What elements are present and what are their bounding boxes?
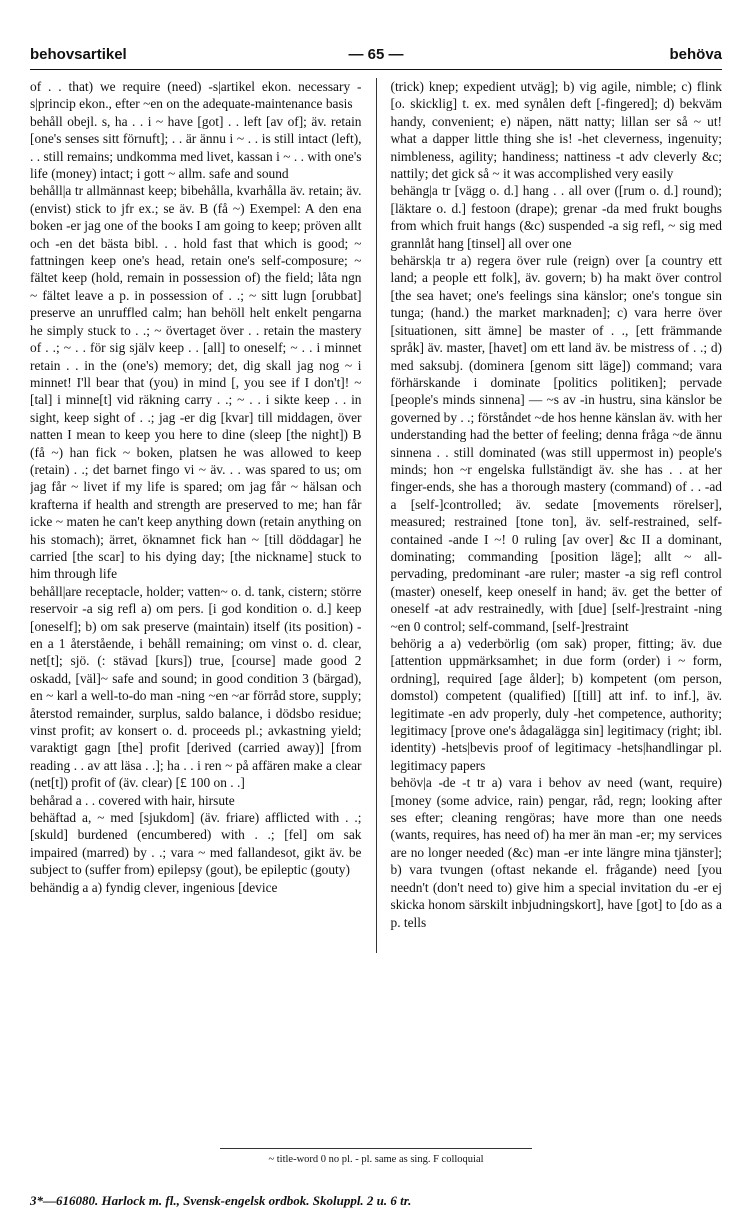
entry: behåll|are receptacle, holder; vatten~ o. d. tank, cistern; större reservoir -a sig refl a) om pers. [i god kondition o. d.] keep [oneself]; b) om sak preserve (maintain) itself (its position) -en a 1 återstående, i behåll remaining; om vinst o. d. clear, net[t]; sjö. (: stävad [kurs]) true, [course] made good 2 oskadd, [väl]~ safe and sound; in good condition 3 (bärgad), en ~ karl a well-to-do man -ning ~en ~ar förråd store, supply; återstod remainder, surplus, saldo balance, i dödsbo residue; vinst profit; av konsert o. d. proceeds pl.; avkastning yield; varaktigt gagn [the] profit [derived (carried away)] [from reading . . av att läsa . .]; ha . . i ren ~ på affären make a clear (net[t]) profit of (äv. clear) [£ 100 on . .] — [30, 583, 362, 791]
entry: behändig a a) fyndig clever, ingenious [device — [30, 879, 278, 895]
header-rule — [30, 69, 722, 70]
page-header — [30, 28, 722, 62]
entry: behöv|a -de -t tr a) vara i behov av need (want, require) [money (some advice, rain) pengar, råd, regn; looking after ses efter; cleaning rengöras; have more than one needs (wants, requires, has need of) ha mer än man -er; my services are no longer needed (&c) man -er inte längre mina tjänster]; b) vara tvungen (oftast nekande el. frågande) need [you needn't (don't need to) give him a special invitation du -er ej skicka honom särskilt inbjudningskort], have [got] to [do as a p. tells — [390, 775, 722, 930]
left-guideword: behovsartikel — [30, 46, 127, 63]
entry: behåll|a tr allmännast keep; bibehålla, kvarhålla äv. retain; äv. (envist) stick to jfr ex.; se äv. B (få ~) Exempel: A den ena boken -er jag one of the books I am going to keep; pröven allt och -en det bästa bibl. . . hold fast that which is good; ~ fattningen keep one's head, retain one's self-composure; ~ fältet keep (hold, remain in possession of) the field; låta ngn ~ fältet leave a p. in possession of . .; ~ sitt lugn [orubbat] preserve an unruffled calm; han behöll helt enkelt pengarna he simply stuck to . .; ~ övertaget över . . retain the mastery of . .; ~ . . för sig själv keep . . [all] to oneself; ~ . . i minnet retain . . in the (one's) memory; det, dig skall jag nog ~ i minnet! I'll bear that (you) in mind [, you see if I don't]! ~ [tal] i minne[t] vid räkning carry . .; ~ . . i sikte keep . . in sight, keep sight of . .; jag -er dig [kvar] till middagen, över natten I mean to keep you here to dine (sleep [the night]) B (få ~) han fick ~ boken, platsen he was allowed to keep (retain) . .; det barnet fingo vi ~ äv. . . was spared to us; om jag får ~ livet if my life is spared; om jag får ~ hälsan och krafterna if health and strength are preserved to me; han får icke ~ maten he can't keep anything down (retain anything on his stomach); ärret, öknamnet fick han ~ [till döddagar] he carried [the scar] to his dying day; [the nickname] stuck to him through life — [30, 183, 362, 582]
entry: behäftad a, ~ med [sjukdom] (äv. friare) afflicted with . .; [skuld] burdened (encumbered) with . .; [fel] om sak impaired (marred) by . .; vara ~ med fallandesot, gikt äv. be subject to (suffer from) epilepsy (gout), be epileptic (gouty) — [30, 810, 362, 878]
dictionary-columns — [30, 78, 722, 953]
right-column — [391, 78, 723, 953]
entry: behåll obejl. s, ha . . i ~ have [got] . . left [av of]; äv. retain [one's senses sitt förnuft]; . . är ännu i ~ . . is still intact (left), . . still remains; undkomma med livet, kassan i ~ . . with one's life (money) intact; i gott ~ allm. safe and sound — [30, 113, 362, 182]
footer-rule — [220, 1148, 532, 1149]
right-guideword: behöva — [669, 46, 722, 63]
left-column — [30, 78, 362, 953]
entry: of . . that) we require (need) -s|artikel ekon. necessary -s|princip ekon., efter ~en on the adequate-maintenance basis — [30, 79, 362, 112]
entry: behärsk|a tr a) regera över rule (reign) over [a country ett land; a people ett folk], äv. govern; b) ha makt över control [the sea havet; one's feelings sina känslor; one's tongue sin tunga; (hand.) the market marknaden]; c) vara herre över [situationen, sitt ämne] be master of . ., [ett främmande språk] äv. master, [havet] om ett land äv. be mistress of . .; d) med saksubj. (dominera [genom sitt läge]) command; vara förhärskande i dominate [politics politiken]; pervade [people's minds sinnena] — ~s av -in hustru, sina känslor be governed by . .; förståndet ~de hos henne känslan äv. with her understanding had the better of feeling; denna fråga ~de ännu sinnena . . still dominated (was still uppermost in) people's minds; hon ~r engelska fullständigt äv. she has . . at her finger-ends, she has a thorough mastery (command) of . . -ad a [self-]controlled; äv. sedate [movements rörelser], measured; restrained [tone ton], äv. self-restrained, self-contained -ande I ~! 0 ruling [av over] &c II a dominant, dominating; commanding [position läge]; allt ~ all-pervading, predominant -are ruler; master -a sig refl control (master) oneself, keep oneself in hand; äv. get the better of oneself -at adv restrainedly, with [due] [self-]restraint -ning ~en 0 control; self-command, [self-]restraint — [390, 253, 722, 634]
column-divider — [376, 78, 377, 953]
entry: behörig a a) vederbörlig (om sak) proper, fitting; äv. due [attention uppmärksamhet; in due form (order) i ~ form, ordning], required [age ålder]; b) kompetent (om person, domstol) competent (qualified) [[till] att inf. to inf.], äv. legitimate -en adv properly, duly -het competence, authority; legitimacy [prove one's ådagalägga sin] legitimacy (right; ibl. identity) -hets|bevis proof of legitimacy -hets|handlingar pl. legitimacy papers — [390, 636, 722, 773]
page-number: — 65 — — [348, 46, 404, 63]
printer-imprint: 3*—616080. Harlock m. fl., Svensk-engelsk ordbok. Skoluppl. 2 u. 6 tr. — [30, 1193, 412, 1208]
entry: behårad a . . covered with hair, hirsute — [30, 792, 235, 808]
entry: behäng|a tr [vägg o. d.] hang . . all over ([rum o. d.] round); [läktare o. d.] festoon (drape); grenar -da med frukt boughs from which fruit hangs (&c) suspended -a sig refl, ~ sig med grannlåt hang [tinsel] all over one — [390, 183, 722, 251]
abbreviation-key: ~ title-word 0 no pl. - pl. same as sing. F colloquial — [268, 1154, 484, 1165]
entry: (trick) knep; expedient utväg]; b) vig agile, nimble; c) flink [o. skicklig] t. ex. med synålen deft [-fingered]; d) bekväm handy, convenient; e) näpen, nätt natty; lillan ser så ~ ut! what a dapper little thing she is! -het cleverness, ingenuity; nimbleness, agility; handiness; nattiness -t adv cleverly &c; nattily; det gick så ~ it was accomplished very easily — [390, 79, 722, 182]
